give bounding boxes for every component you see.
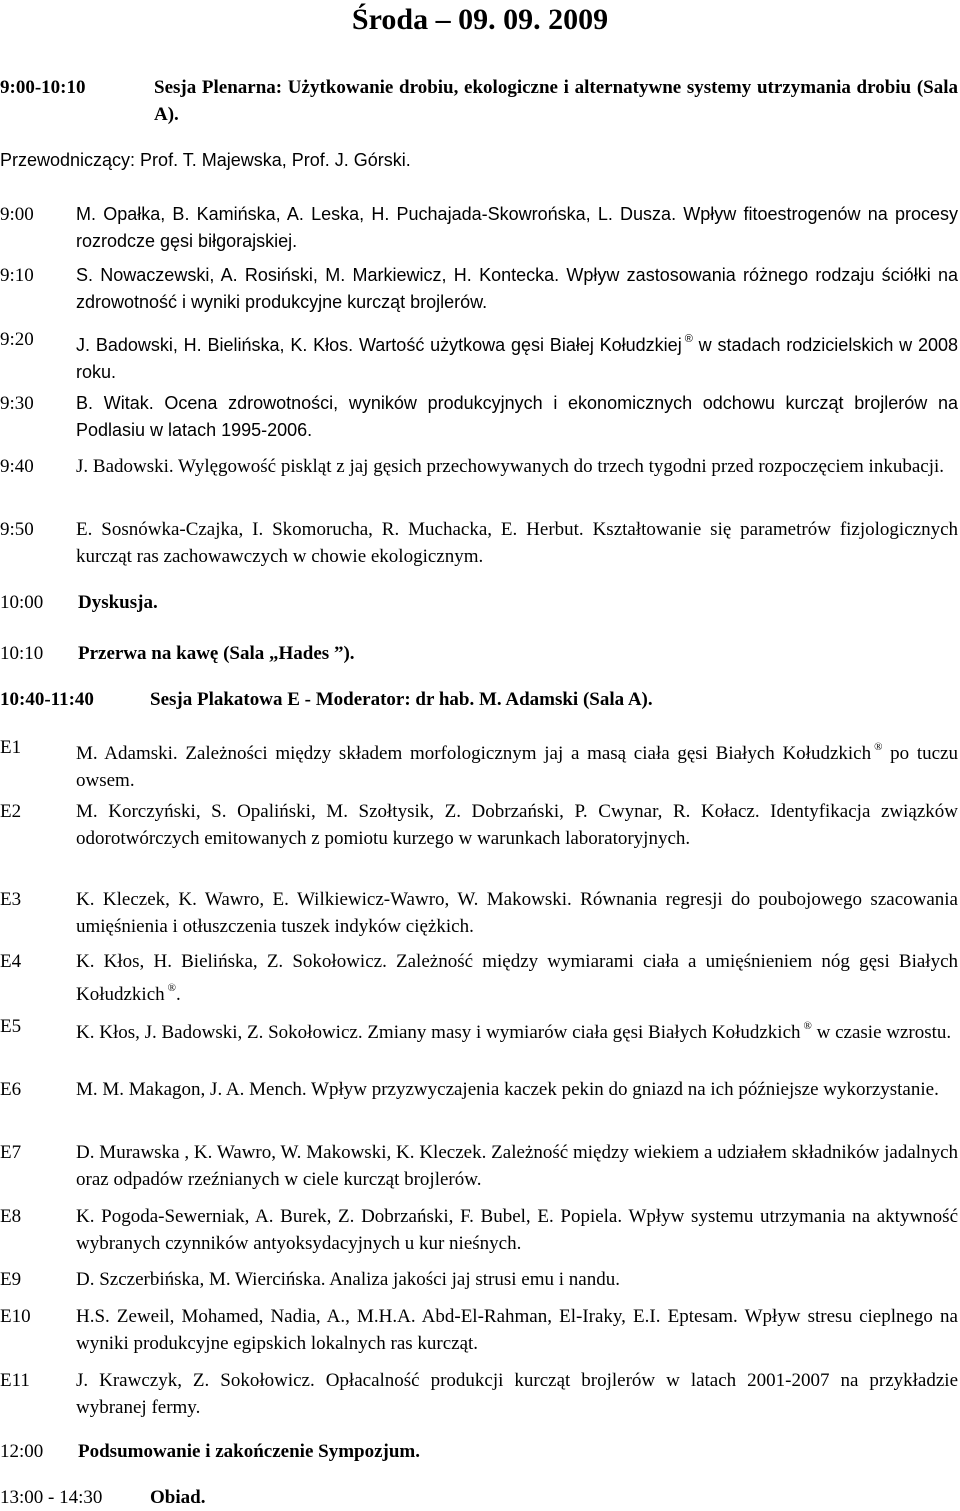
poster-text: H.S. Zeweil, Mohamed, Nadia, A., M.H.A. Abd-El-Rahman, El-Iraky, E.I. Eptesam. Wpływ stresu cieplnego na wyniki produkcyjne egipskich lokalnych ras kurcząt. xyxy=(76,1306,958,1354)
poster-row xyxy=(0,1076,958,1132)
poster-code: E2 xyxy=(0,801,22,822)
poster-row xyxy=(0,1266,958,1296)
talk-row xyxy=(0,262,958,318)
poster-text: K. Kłos, H. Bielińska, Z. Sokołowicz. Zależność między wymiarami ciała a umięśnieniem nóg gęsi Białych Kołudzkich ®. xyxy=(76,951,958,1005)
plenary-session-row xyxy=(0,74,958,134)
poster-row xyxy=(0,1303,958,1359)
talk-text: M. Opałka, B. Kamińska, A. Leska, H. Puchajada-Skowrońska, L. Dusza. Wpływ fitoestrogenów na procesy rozrodcze gęsi biłgorajskiej. xyxy=(76,204,958,251)
registered-mark: ® xyxy=(803,1020,812,1032)
poster-row xyxy=(0,798,958,882)
talk-row xyxy=(0,201,958,257)
poster-text: K. Pogoda-Sewerniak, A. Burek, Z. Dobrzański, F. Bubel, E. Popiela. Wpływ systemu utrzymania na aktywność wybranych czynników antyoksydacyjnych u kur nieśnych. xyxy=(76,1206,958,1254)
poster-code: E10 xyxy=(0,1306,31,1327)
session-chairs: Przewodniczący: Prof. T. Majewska, Prof. J. Górski. xyxy=(0,150,411,170)
poster-row xyxy=(0,1203,958,1259)
coffee-break-label: Przerwa na kawę (Sala „Hades ”). xyxy=(78,643,355,664)
poster-row xyxy=(0,948,958,1004)
poster-text: D. Szczerbińska, M. Wiercińska. Analiza jakości jaj strusi emu i nandu. xyxy=(76,1269,620,1290)
closing-row xyxy=(0,1438,420,1465)
talk-text: J. Badowski, H. Bielińska, K. Kłos. Wartość użytkowa gęsi Białej Kołudzkiej ® w stadach rodzicielskich w 2008 roku. xyxy=(76,333,958,382)
poster-row xyxy=(0,886,958,942)
poster-code: E11 xyxy=(0,1370,30,1391)
poster-code: E8 xyxy=(0,1206,22,1227)
talk-time: 9:20 xyxy=(0,329,34,350)
talk-row xyxy=(0,326,958,382)
talk-row xyxy=(0,516,958,572)
poster-code: E1 xyxy=(0,737,22,758)
poster-text: M. Adamski. Zależności między składem morfologicznym jaj a masą ciała gęsi Białych Kołudzkich ® po tuczu owsem. xyxy=(76,741,958,791)
poster-text: J. Krawczyk, Z. Sokołowicz. Opłacalność produkcji kurcząt brojlerów w latach 2001-2007 na przykładzie wybranej fermy. xyxy=(76,1370,958,1418)
registered-mark: ® xyxy=(684,333,693,345)
plenary-time: 9:00-10:10 xyxy=(0,77,86,98)
talk-text: J. Badowski. Wylęgowość piskląt z jaj gęsich przechowywanych do trzech tygodni przed rozpoczęciem inkubacji. xyxy=(76,456,945,477)
poster-text: D. Murawska , K. Wawro, W. Makowski, K. Kleczek. Zależność między wiekiem a udziałem składników jadalnych oraz odpadów rzeźnianych w ciele kurcząt brojlerów. xyxy=(76,1142,958,1190)
poster-code: E7 xyxy=(0,1142,22,1163)
plenary-title: Sesja Plenarna: Użytkowanie drobiu, ekologiczne i alternatywne systemy utrzymania drobiu (Sala A). xyxy=(154,77,958,125)
poster-text: K. Kleczek, K. Wawro, E. Wilkiewicz-Wawro, W. Makowski. Równania regresji do poubojowego szacowania umięśnienia i otłuszczenia tuszek indyków ciężkich. xyxy=(76,889,958,937)
coffee-break-row xyxy=(0,640,355,667)
discussion-row xyxy=(0,589,158,616)
poster-row xyxy=(0,1367,958,1423)
closing-time: 12:00 xyxy=(0,1441,44,1462)
poster-text: M. Korczyński, S. Opaliński, M. Szołtysik, Z. Dobrzański, P. Cwynar, R. Kołacz. Identyfikacja związków odorotwórczych emitowanych z pomiotu kurzego w warunkach laboratoryjnych. xyxy=(76,801,958,849)
talk-time: 9:40 xyxy=(0,456,34,477)
discussion-label: Dyskusja. xyxy=(78,592,158,613)
poster-code: E6 xyxy=(0,1079,22,1100)
day-title: Środa – 09. 09. 2009 xyxy=(351,3,609,36)
poster-row xyxy=(0,734,958,790)
talk-time: 9:50 xyxy=(0,519,34,540)
lunch-row xyxy=(0,1484,205,1511)
talk-text: E. Sosnówka-Czajka, I. Skomorucha, R. Muchacka, E. Herbut. Kształtowanie się parametrów fizjologicznych kurcząt ras zachowawczych w chowie ekologicznym. xyxy=(76,519,958,567)
talk-row xyxy=(0,453,958,509)
closing-label: Podsumowanie i zakończenie Sympozjum. xyxy=(78,1441,420,1462)
poster-session-label: Sesja Plakatowa E - Moderator: dr hab. M. Adamski (Sala A). xyxy=(150,689,653,710)
poster-text: K. Kłos, J. Badowski, Z. Sokołowicz. Zmiany masy i wymiarów ciała gęsi Białych Kołudzkich ® w czasie wzrostu. xyxy=(76,1020,952,1043)
talk-text: B. Witak. Ocena zdrowotności, wyników produkcyjnych i ekonomicznych odchowu kurcząt brojlerów na Podlasiu w latach 1995-2006. xyxy=(76,393,958,440)
poster-session-time: 10:40-11:40 xyxy=(0,689,94,710)
poster-code: E3 xyxy=(0,889,22,910)
poster-code: E4 xyxy=(0,951,22,972)
poster-row xyxy=(0,1013,958,1069)
talk-time: 9:10 xyxy=(0,265,34,286)
talk-time: 9:00 xyxy=(0,204,34,225)
poster-text: M. M. Makagon, J. A. Mench. Wpływ przyzwyczajenia kaczek pekin do gniazd na ich późniejsze wykorzystanie. xyxy=(76,1079,939,1100)
talk-text: S. Nowaczewski, A. Rosiński, M. Markiewicz, H. Kontecka. Wpływ zastosowania różnego rodzaju ściółki na zdrowotność i wyniki produkcyjne kurcząt brojlerów. xyxy=(76,265,958,312)
registered-mark: ® xyxy=(167,982,177,994)
talk-row xyxy=(0,390,958,446)
registered-mark: ® xyxy=(874,741,883,753)
poster-code: E9 xyxy=(0,1269,22,1290)
talk-time: 9:30 xyxy=(0,393,34,414)
discussion-time: 10:00 xyxy=(0,592,44,613)
poster-row xyxy=(0,1139,958,1195)
poster-session-row xyxy=(0,686,653,713)
coffee-break-time: 10:10 xyxy=(0,643,44,664)
lunch-label: Obiad. xyxy=(150,1487,206,1508)
lunch-time: 13:00 - 14:30 xyxy=(0,1487,103,1508)
poster-code: E5 xyxy=(0,1016,22,1037)
